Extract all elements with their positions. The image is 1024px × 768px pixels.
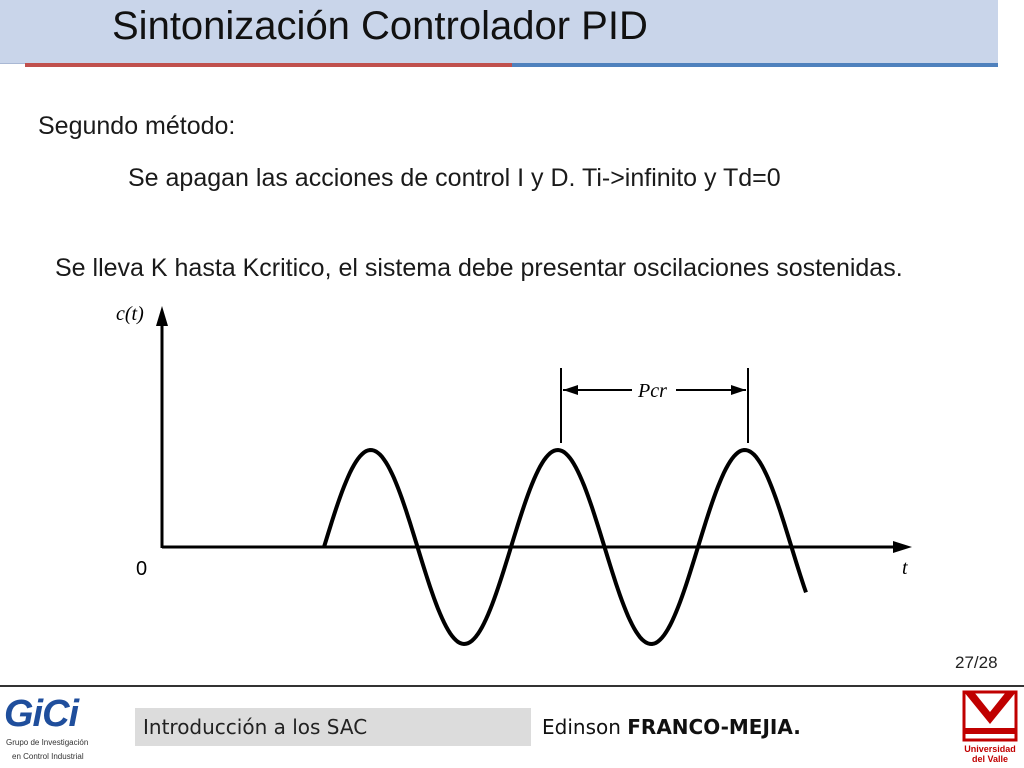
gici-subtitle-1: Grupo de Investigación <box>6 738 89 747</box>
author-first-name: Edinson <box>542 715 628 739</box>
university-logo <box>958 690 1022 766</box>
author-name <box>542 715 801 739</box>
gici-subtitle-2: en Control Industrial <box>12 752 84 761</box>
footer-divider <box>0 685 1024 687</box>
slide-title: Sintonización Controlador PID <box>112 4 648 48</box>
section-heading: Segundo método: <box>38 112 236 140</box>
gici-logo-text: GiCi <box>4 693 79 735</box>
x-axis-arrow <box>893 541 912 553</box>
period-arrowhead-right <box>731 385 746 395</box>
period-arrowhead-left <box>563 385 578 395</box>
university-name-1: Universidad <box>964 744 1016 754</box>
body-line-2: Se lleva K hasta Kcritico, el sistema debe presentar oscilaciones sostenidas. <box>55 254 903 282</box>
course-title: Introducción a los SAC <box>143 715 368 739</box>
x-axis-label: t <box>902 557 908 579</box>
page-number: 27/28 <box>955 653 998 672</box>
gici-logo <box>4 693 96 765</box>
university-shield-icon <box>958 690 1022 742</box>
body-line-1: Se apagan las acciones de control I y D. Ti->infinito y Td=0 <box>128 164 781 192</box>
university-name-2: del Valle <box>971 754 1009 764</box>
course-box <box>135 708 531 746</box>
period-label: Pcr <box>638 380 667 402</box>
y-axis-arrow <box>156 306 168 326</box>
origin-label: 0 <box>136 558 148 580</box>
author-last-name: FRANCO-MEJIA. <box>627 715 801 739</box>
y-axis-label: c(t) <box>116 303 144 325</box>
